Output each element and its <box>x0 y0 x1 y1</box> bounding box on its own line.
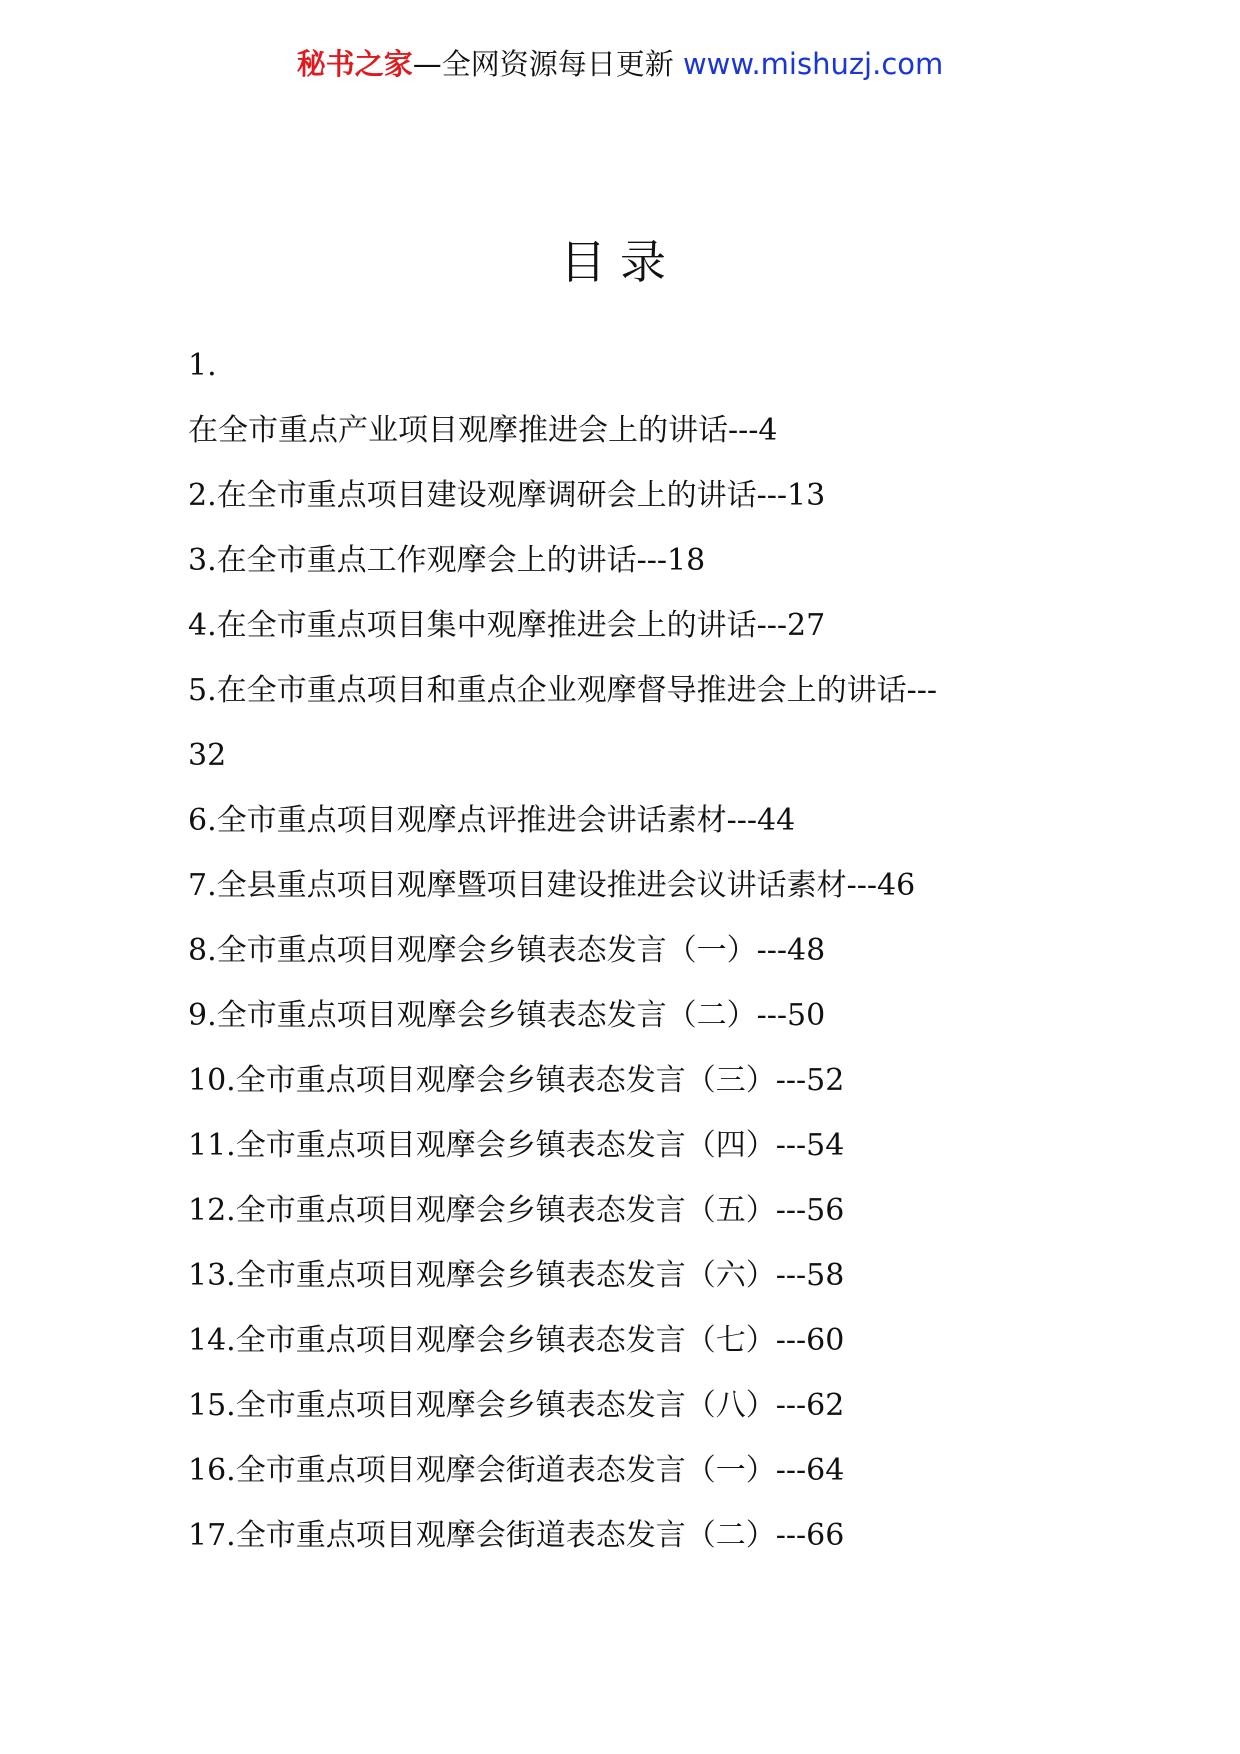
toc-line[interactable]: 16.全市重点项目观摩会街道表态发言（一）---64 <box>188 1453 845 1488</box>
toc-line[interactable]: 8.全市重点项目观摩会乡镇表态发言（一）---48 <box>188 933 826 968</box>
header-tagline: —全网资源每日更新 <box>412 47 674 81</box>
toc-line[interactable]: 11.全市重点项目观摩会乡镇表态发言（四）---54 <box>188 1128 845 1163</box>
toc-line[interactable]: 2.在全市重点项目建设观摩调研会上的讲话---13 <box>188 478 826 513</box>
toc-line[interactable]: 在全市重点产业项目观摩推进会上的讲话---4 <box>188 413 778 448</box>
toc-line[interactable]: 6.全市重点项目观摩点评推进会讲话素材---44 <box>188 803 796 838</box>
page-title: 目录 <box>560 235 680 289</box>
brand-name: 秘书之家 <box>296 47 413 81</box>
toc-line[interactable]: 17.全市重点项目观摩会街道表态发言（二）---66 <box>188 1518 845 1553</box>
toc-line[interactable]: 7.全县重点项目观摩暨项目建设推进会议讲话素材---46 <box>188 868 916 903</box>
toc-line[interactable]: 5.在全市重点项目和重点企业观摩督导推进会上的讲话--- <box>188 673 938 708</box>
toc-line[interactable]: 9.全市重点项目观摩会乡镇表态发言（二）---50 <box>188 998 826 1033</box>
site-url-link[interactable]: www.mishuzj.com <box>682 47 944 81</box>
toc-line[interactable]: 4.在全市重点项目集中观摩推进会上的讲话---27 <box>188 608 826 643</box>
toc-line[interactable]: 10.全市重点项目观摩会乡镇表态发言（三）---52 <box>188 1063 845 1098</box>
toc-line[interactable]: 32 <box>188 738 227 773</box>
toc-line[interactable]: 3.在全市重点工作观摩会上的讲话---18 <box>188 543 706 578</box>
toc-line[interactable]: 12.全市重点项目观摩会乡镇表态发言（五）---56 <box>188 1193 845 1228</box>
toc-line[interactable]: 1. <box>188 348 217 383</box>
toc-line[interactable]: 13.全市重点项目观摩会乡镇表态发言（六）---58 <box>188 1258 845 1293</box>
toc-line[interactable]: 15.全市重点项目观摩会乡镇表态发言（八）---62 <box>188 1388 845 1423</box>
table-of-contents <box>188 333 1088 1568</box>
page-header <box>0 44 1240 84</box>
toc-line[interactable]: 14.全市重点项目观摩会乡镇表态发言（七）---60 <box>188 1323 845 1358</box>
